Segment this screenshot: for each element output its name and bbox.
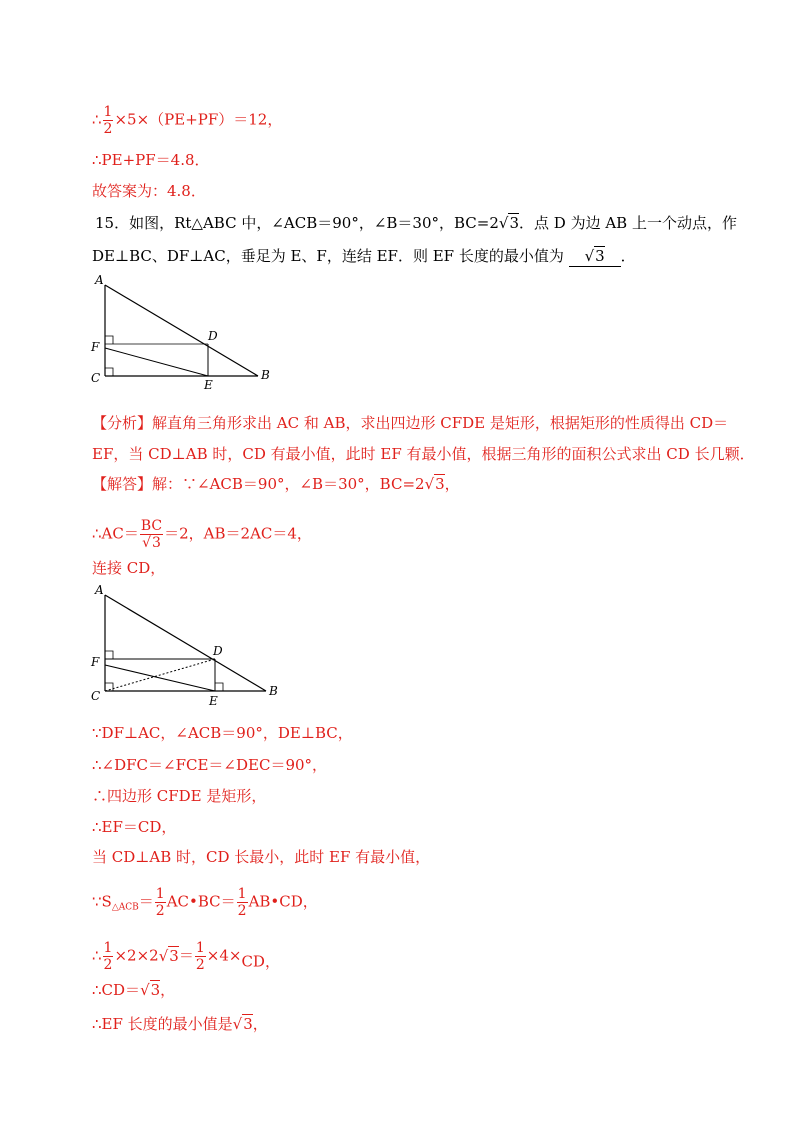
solution-line-3: 连接 CD，	[92, 559, 166, 577]
fraction-denominator: 2	[195, 957, 205, 973]
radicand: 3	[243, 1015, 253, 1033]
fraction-denominator: 2	[237, 903, 247, 919]
fraction-numerator: BC	[140, 518, 163, 534]
therefore-symbol: ∴	[92, 946, 102, 965]
step-7-times-four: ×4×	[206, 946, 242, 965]
label-c: C	[91, 371, 101, 385]
radicand: 3	[509, 214, 519, 232]
comma: ，	[252, 1015, 268, 1033]
figure-1-triangle	[86, 272, 286, 392]
segment-ef	[105, 665, 215, 691]
solution-line-1-text: 【解答】解：∵∠ACB＝90°，∠B＝30°，BC=2	[92, 475, 425, 493]
comma: ，	[302, 892, 318, 911]
result-line-1-text: ×5×（PE+PF）＝12，	[114, 110, 283, 129]
sqrt-3: √3	[424, 475, 445, 493]
side-ab	[105, 595, 266, 691]
sqrt-3: √3	[158, 946, 179, 965]
label-d: D	[213, 644, 223, 658]
label-b: B	[269, 684, 278, 698]
question-15-line-1	[95, 213, 737, 233]
question-text-a: 如图，Rt△ABC 中，∠ACB＝90°，∠B＝30°，BC=2	[129, 214, 499, 232]
step-1: ∵DF⊥AC，∠ACB＝90°，DE⊥BC，	[92, 724, 353, 742]
ab-times-cd: AB•CD	[248, 892, 303, 911]
label-e: E	[204, 378, 213, 392]
question-text-b: ．点 D 为边 AB 上一个动点，作	[519, 214, 737, 232]
step-5: 当 CD⊥AB 时，CD 长最小，此时 EF 有最小值，	[92, 848, 431, 866]
step-3: ∴四边形 CFDE 是矩形，	[92, 787, 267, 805]
step-7	[92, 940, 280, 973]
radicand: 3	[169, 946, 179, 965]
step-6	[92, 886, 318, 919]
solution-line-1-end: ，	[444, 475, 460, 493]
fraction-half	[237, 886, 248, 919]
area-subscript: △ACB	[111, 902, 139, 913]
step-4: ∴EF＝CD，	[92, 818, 177, 836]
answer-sqrt-3: √3	[584, 247, 605, 265]
fraction-half	[103, 104, 114, 137]
ac-times-bc: AC•BC	[166, 892, 221, 911]
step-8	[92, 980, 175, 1000]
segment-cd-dotted	[105, 659, 215, 691]
step-7-cd: CD，	[241, 952, 280, 971]
sqrt-3: √3	[142, 535, 161, 551]
sqrt-3: √3	[140, 981, 161, 999]
step-2: ∴∠DFC＝∠FCE＝∠DEC＝90°，	[92, 756, 328, 774]
step-8-text: ∴CD＝	[92, 981, 141, 999]
solution-line-2-end: ＝2，AB＝2AC＝4，	[164, 524, 312, 543]
fraction-half	[195, 940, 206, 973]
analysis-line-1: 【分析】解直角三角形求出 AC 和 AB，求出四边形 CFDE 是矩形，根据矩形的性质得出 CD＝	[92, 414, 729, 432]
fraction-numerator: 1	[103, 104, 113, 120]
solution-line-2	[92, 518, 312, 551]
fraction-denominator: 2	[103, 957, 113, 973]
fraction-half	[103, 940, 114, 973]
fraction-denominator	[140, 535, 163, 551]
fraction-numerator: 1	[155, 886, 165, 902]
right-angle-e	[215, 683, 223, 691]
analysis-line-2: EF，当 CD⊥AB 时，CD 有最小值，此时 EF 有最小值，根据三角形的面积公式求出 CD 长几颗．	[92, 445, 755, 463]
label-a: A	[95, 583, 104, 597]
fraction-half	[155, 886, 166, 919]
fraction-numerator: 1	[237, 886, 247, 902]
question-text-d: ．	[620, 247, 636, 265]
fraction-numerator: 1	[195, 940, 205, 956]
right-angle-c	[105, 368, 113, 376]
label-a: A	[95, 273, 104, 287]
result-line-2: ∴PE+PF＝4.8．	[92, 151, 210, 169]
equals: ＝	[178, 946, 194, 965]
fraction-denominator: 2	[155, 903, 165, 919]
figure-2-triangle	[86, 582, 296, 712]
label-c: C	[91, 689, 101, 703]
step-6-prefix: ∵S	[92, 892, 112, 911]
right-angle-f	[105, 651, 113, 659]
step-9	[92, 1014, 268, 1034]
sqrt-3: √3	[498, 214, 519, 232]
solution-line-2-text: ∴AC＝	[92, 524, 139, 543]
answer-blank	[569, 246, 621, 267]
step-7-product: ×2×2	[114, 946, 159, 965]
label-f: F	[91, 340, 100, 354]
label-f: F	[91, 655, 100, 669]
label-d: D	[208, 329, 218, 343]
fraction-numerator: 1	[103, 940, 113, 956]
radicand: 3	[595, 247, 605, 265]
fraction-denominator: 2	[103, 121, 113, 137]
segment-ef	[105, 348, 208, 376]
result-line-3: 故答案为：4.8．	[92, 182, 206, 200]
radicand: 3	[435, 475, 445, 493]
question-text-c: DE⊥BC、DF⊥AC，垂足为 E、F，连结 EF．则 EF 长度的最小值为	[92, 247, 564, 265]
fraction-bc-over-sqrt3	[140, 518, 163, 551]
radicand: 3	[150, 981, 161, 999]
comma: ，	[160, 981, 176, 999]
equals: ＝	[220, 892, 236, 911]
equals: ＝	[138, 892, 154, 911]
label-e: E	[209, 694, 218, 708]
question-number: 15．	[95, 214, 130, 232]
right-angle-f	[105, 336, 113, 344]
result-line-1	[92, 104, 282, 137]
therefore-symbol: ∴	[92, 110, 102, 129]
step-9-text: ∴EF 长度的最小值是	[92, 1015, 233, 1033]
solution-line-1	[92, 474, 460, 494]
question-15-line-2	[92, 246, 636, 267]
side-ab	[105, 285, 258, 376]
label-b: B	[261, 368, 270, 382]
radicand: 3	[151, 535, 161, 551]
sqrt-3: √3	[232, 1015, 253, 1033]
